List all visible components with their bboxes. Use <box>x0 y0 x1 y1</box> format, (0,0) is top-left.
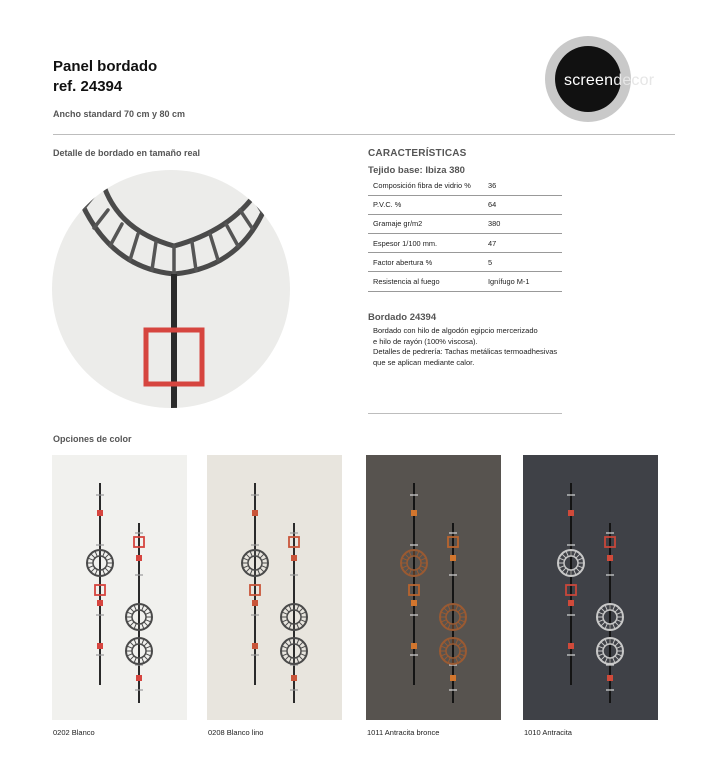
base-fabric-label: Tejido base: Ibiza 380 <box>368 165 465 176</box>
spec-key: Gramaje gr/m2 <box>368 214 484 233</box>
spec-key: Factor abertura % <box>368 253 484 272</box>
title-line-2: ref. 24394 <box>53 78 123 95</box>
embroidered-panel-drawing <box>366 455 501 720</box>
stud <box>136 675 142 681</box>
spec-key: Composición fibra de vidrio % <box>368 176 484 195</box>
embroidery-detail-drawing <box>52 170 290 408</box>
stud <box>568 510 574 516</box>
color-swatch <box>52 455 187 720</box>
stud <box>450 675 456 681</box>
spec-value: 36 <box>484 176 562 195</box>
stud <box>411 600 417 606</box>
panel-background <box>366 455 501 720</box>
specs-table <box>368 176 562 292</box>
spec-value: 64 <box>484 195 562 214</box>
bordado-description <box>373 326 573 368</box>
table-row <box>368 253 562 272</box>
logo-text-decor: decor <box>613 72 655 89</box>
stud <box>411 510 417 516</box>
detail-label: Detalle de bordado en tamaño real <box>53 148 201 158</box>
bordado-line-3: Detalles de pedrería: Tachas metálicas termoadhesivas <box>373 347 558 356</box>
embroidered-panel-drawing <box>523 455 658 720</box>
bordado-line-1: Bordado con hilo de algodón egipcio mercerizado <box>373 326 538 335</box>
table-row <box>368 176 562 195</box>
stud <box>97 510 103 516</box>
stud <box>607 675 613 681</box>
stud <box>411 643 417 649</box>
panel-background <box>52 455 187 720</box>
spec-value: Ignífugo M-1 <box>484 272 562 291</box>
logo-wordmark <box>564 72 654 90</box>
embroidered-panel-drawing <box>52 455 187 720</box>
stud <box>97 643 103 649</box>
stud <box>450 555 456 561</box>
stud <box>291 675 297 681</box>
spec-value: 380 <box>484 214 562 233</box>
table-row <box>368 195 562 214</box>
stud <box>291 555 297 561</box>
page-title <box>53 57 157 97</box>
characteristics-title: CARACTERÍSTICAS <box>368 148 467 159</box>
bordado-line-4: que se aplican mediante calor. <box>373 357 475 367</box>
spec-value: 47 <box>484 234 562 253</box>
table-row <box>368 272 562 291</box>
swatch-label: 1011 Antracita bronce <box>367 728 440 737</box>
swatch-label: 1010 Antracita <box>524 728 572 737</box>
spec-value: 5 <box>484 253 562 272</box>
header-divider <box>53 134 675 135</box>
embroidered-panel-drawing <box>207 455 342 720</box>
color-swatch <box>207 455 342 720</box>
spec-key: P.V.C. % <box>368 195 484 214</box>
stud <box>568 643 574 649</box>
swatch-label: 0202 Blanco <box>53 728 95 737</box>
stud <box>97 600 103 606</box>
logo-text-screen: screen <box>564 72 614 89</box>
stud <box>252 643 258 649</box>
swatch-label: 0208 Blanco lino <box>208 728 264 737</box>
color-swatch <box>366 455 501 720</box>
stud <box>136 555 142 561</box>
standard-width-text: Ancho standard 70 cm y 80 cm <box>53 109 186 119</box>
table-row <box>368 234 562 253</box>
spec-key: Resistencia al fuego <box>368 272 484 291</box>
stud <box>252 510 258 516</box>
panel-background <box>207 455 342 720</box>
color-options-label: Opciones de color <box>53 434 132 444</box>
stud <box>607 555 613 561</box>
stud <box>568 600 574 606</box>
stud <box>252 600 258 606</box>
color-swatch <box>523 455 658 720</box>
panel-background <box>523 455 658 720</box>
bordado-line-2: e hilo de rayón (100% viscosa). <box>373 336 478 346</box>
spec-key: Espesor 1/100 mm. <box>368 234 484 253</box>
title-line-1: Panel bordado <box>53 58 158 75</box>
embroidery-detail-image <box>52 170 290 408</box>
bordado-title: Bordado 24394 <box>368 312 437 323</box>
table-row <box>368 214 562 233</box>
bordado-divider <box>368 413 562 414</box>
